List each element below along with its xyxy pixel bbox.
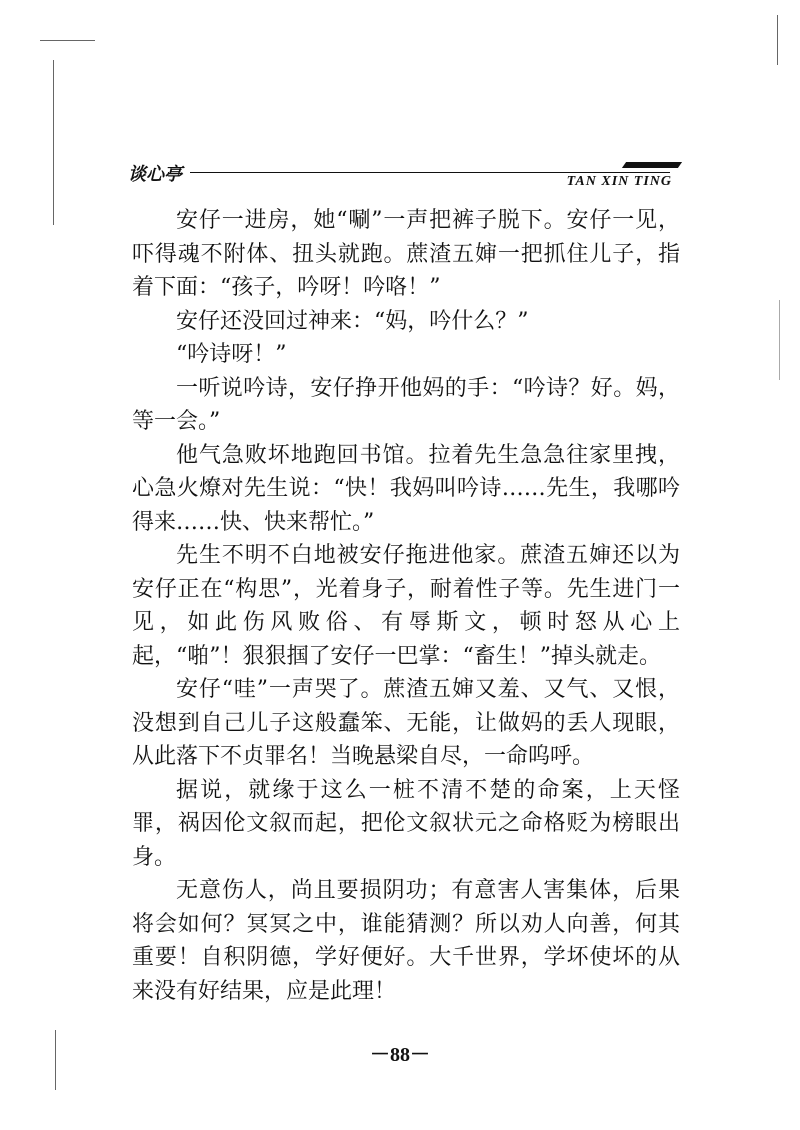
paragraph: 据说，就缘于这么一桩不清不楚的命案，上天怪罪，祸因伦文叙而起，把伦文叙状元之命格贬为榜眼出身。 [132, 777, 680, 870]
paragraph: 安仔“哇”一声哭了。蔗渣五婶又羞、又气、又恨，没想到自己儿子这般蠢笨、无能，让做妈的丢人现眼，从此落下不贞罪名！当晚悬梁自尽，一命呜呼。 [132, 677, 680, 769]
scan-edge-right [777, 15, 778, 65]
header-english-title: TAN XIN TING [566, 174, 672, 189]
paragraph: 无意伤人，尚且要损阴功；有意害人害集体，后果将会如何？冥冥之中，谁能猜测？所以劝人向善，何其重要！自积阴德，学好便好。大千世界，学坏使坏的从来没有好结果，应是此理！ [132, 878, 680, 1004]
paragraph: 一听说吟诗，安仔挣开他妈的手：“吟诗？好。妈，等一会。” [132, 375, 680, 434]
paragraph: 他气急败坏地跑回书馆。拉着先生急急往家里拽，心急火燎对先生说：“快！我妈叫吟诗……先生，我哪吟得来……快、快来帮忙。” [132, 442, 680, 535]
paragraph: 安仔还没回过神来：“妈，吟什么？” [176, 308, 529, 334]
body-text [132, 204, 680, 1008]
running-header [128, 160, 680, 194]
page-number: －88－ [370, 1044, 430, 1066]
header-title: 谈心亭 [128, 164, 182, 185]
scan-edge-top-left [40, 40, 95, 41]
paragraph: 安仔一进房，她“唰”一声把裤子脱下。安仔一见，吓得魂不附体、扭头就跑。蔗渣五婶一把抓住儿子，指着下面：“孩子，吟呀！吟咯！” [132, 208, 680, 300]
paragraph: “吟诗呀！” [176, 342, 287, 367]
scan-edge-right-mid [779, 300, 780, 380]
header-rule [190, 172, 670, 173]
scan-edge-left [53, 60, 54, 225]
paragraph: 先生不明不白地被安仔拖进他家。蔗渣五婶还以为安仔正在“构思”，光着身子，耐着性子等。先生进门一见，如此伤风败俗、有辱斯文，顿时怒从心上起，“啪”！狠狠掴了安仔一巴掌：“畜生！”掉头就走。 [132, 543, 680, 669]
header-rule-tail [622, 162, 682, 168]
